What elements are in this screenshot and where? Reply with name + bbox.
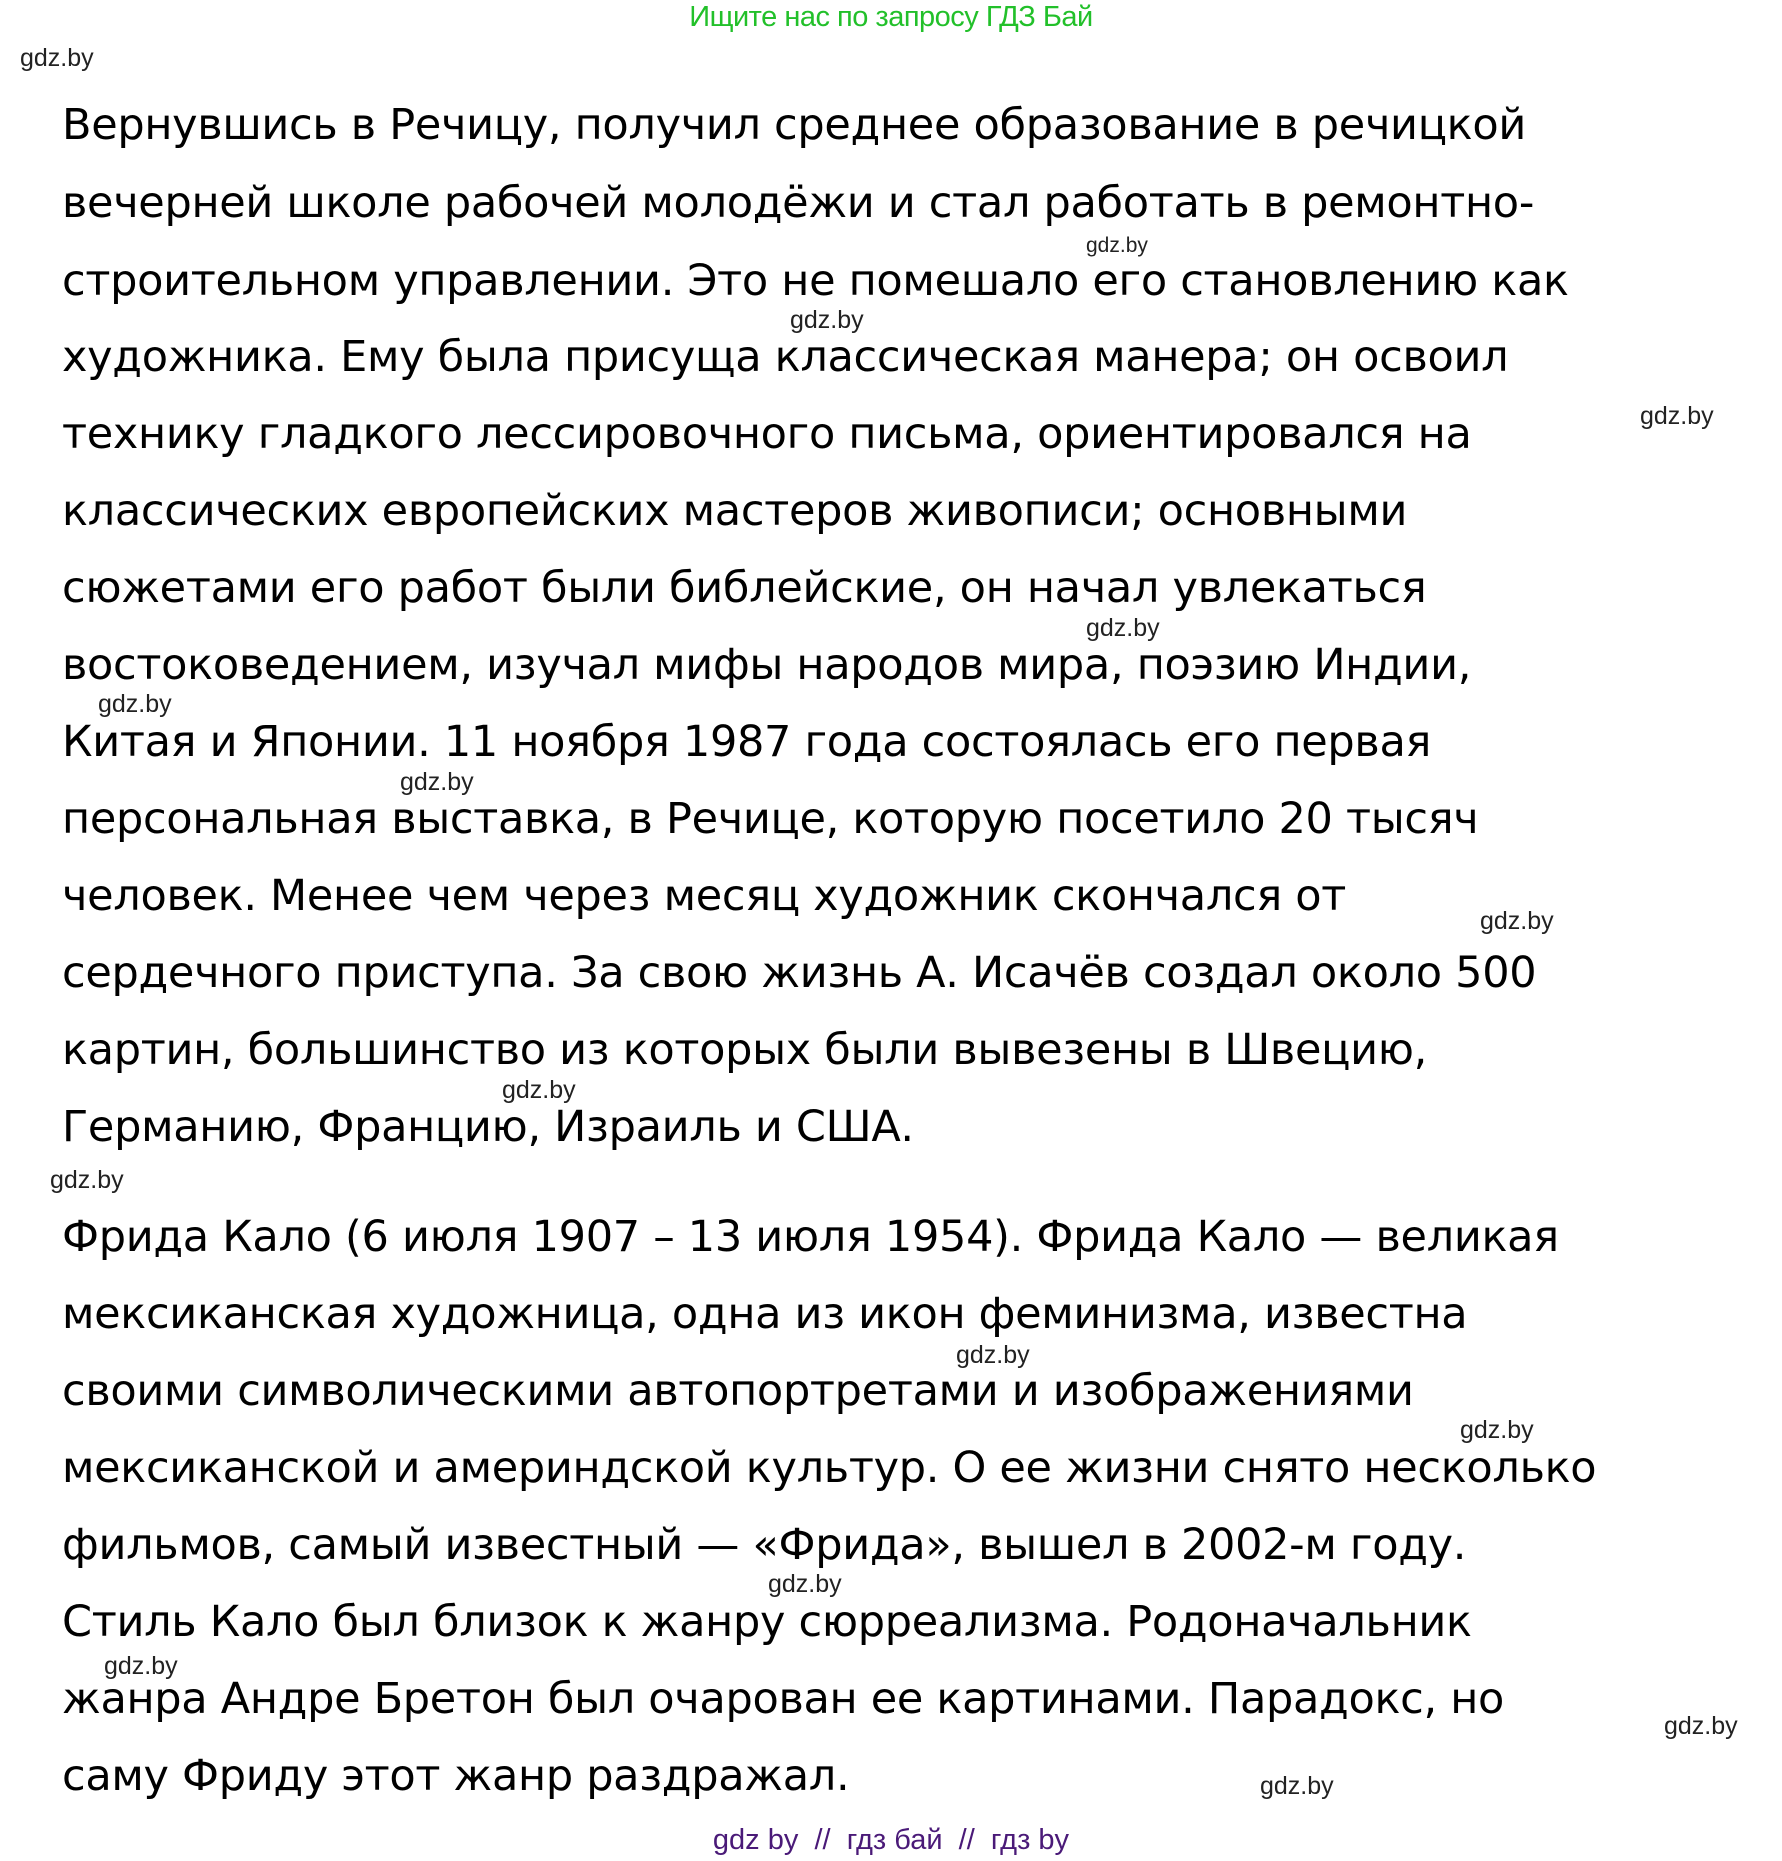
text-line: художника. Ему была присуща классическая манера; он освоил (62, 332, 1509, 382)
watermark: gdz.by (956, 1341, 1030, 1369)
text-line: Германию, Францию, Израиль и США. (62, 1102, 914, 1152)
watermark: gdz.by (1086, 234, 1148, 257)
watermark: gdz.by (98, 690, 172, 718)
text-line: сюжетами его работ были библейские, он начал увлекаться (62, 563, 1427, 613)
text-line: своими символическими автопортретами и изображениями (62, 1366, 1414, 1416)
text-line: картин, большинство из которых были вывезены в Швецию, (62, 1025, 1427, 1075)
text-line: Вернувшись в Речицу, получил среднее образование в речицкой (62, 100, 1526, 150)
text-line: саму Фриду этот жанр раздражал. (62, 1751, 850, 1801)
watermark: gdz.by (1086, 614, 1160, 642)
text-line: классических европейских мастеров живописи; основными (62, 486, 1408, 536)
text-line: мексиканской и америндской культур. О ее жизни снято несколько (62, 1443, 1597, 1493)
search-hint-banner: Ищите нас по запросу ГДЗ Бай (689, 1, 1093, 33)
text-line: человек. Менее чем через месяц художник скончался от (62, 871, 1347, 921)
watermark: gdz.by (50, 1166, 124, 1194)
watermark: gdz.by (502, 1076, 576, 1104)
watermark: gdz.by (1260, 1772, 1334, 1800)
watermark: gdz.by (20, 44, 94, 72)
watermark: gdz.by (790, 306, 864, 334)
watermark: gdz.by (1460, 1416, 1534, 1444)
text-line: сердечного приступа. За свою жизнь А. Исачёв создал около 500 (62, 948, 1537, 998)
text-line: жанра Андре Бретон был очарован ее картинами. Парадокс, но (62, 1674, 1505, 1724)
footer-banner: gdz by // гдз бай // гдз by (712, 1824, 1070, 1856)
text-line: Китая и Японии. 11 ноября 1987 года состоялась его первая (62, 717, 1432, 767)
watermark: gdz.by (768, 1570, 842, 1598)
watermark: gdz.by (1640, 402, 1714, 430)
watermark: gdz.by (400, 768, 474, 796)
text-line: вечерней школе рабочей молодёжи и стал работать в ремонтно- (62, 178, 1535, 228)
text-line: востоковедением, изучал мифы народов мира, поэзию Индии, (62, 640, 1472, 690)
watermark: gdz.by (1664, 1712, 1738, 1740)
text-line: технику гладкого лессировочного письма, ориентировался на (62, 409, 1472, 459)
text-line: фильмов, самый известный — «Фрида», вышел в 2002-м году. (62, 1520, 1467, 1570)
text-line: мексиканская художница, одна из икон феминизма, известна (62, 1289, 1468, 1339)
text-line: строительном управлении. Это не помешало его становлению как (62, 256, 1569, 306)
text-line: Стиль Кало был близок к жанру сюрреализма. Родоначальник (62, 1597, 1472, 1647)
text-line: Фрида Кало (6 июля 1907 – 13 июля 1954). Фрида Кало — великая (62, 1212, 1559, 1262)
watermark: gdz.by (1480, 907, 1554, 935)
watermark: gdz.by (104, 1652, 178, 1680)
text-line: персональная выставка, в Речице, которую посетило 20 тысяч (62, 794, 1479, 844)
